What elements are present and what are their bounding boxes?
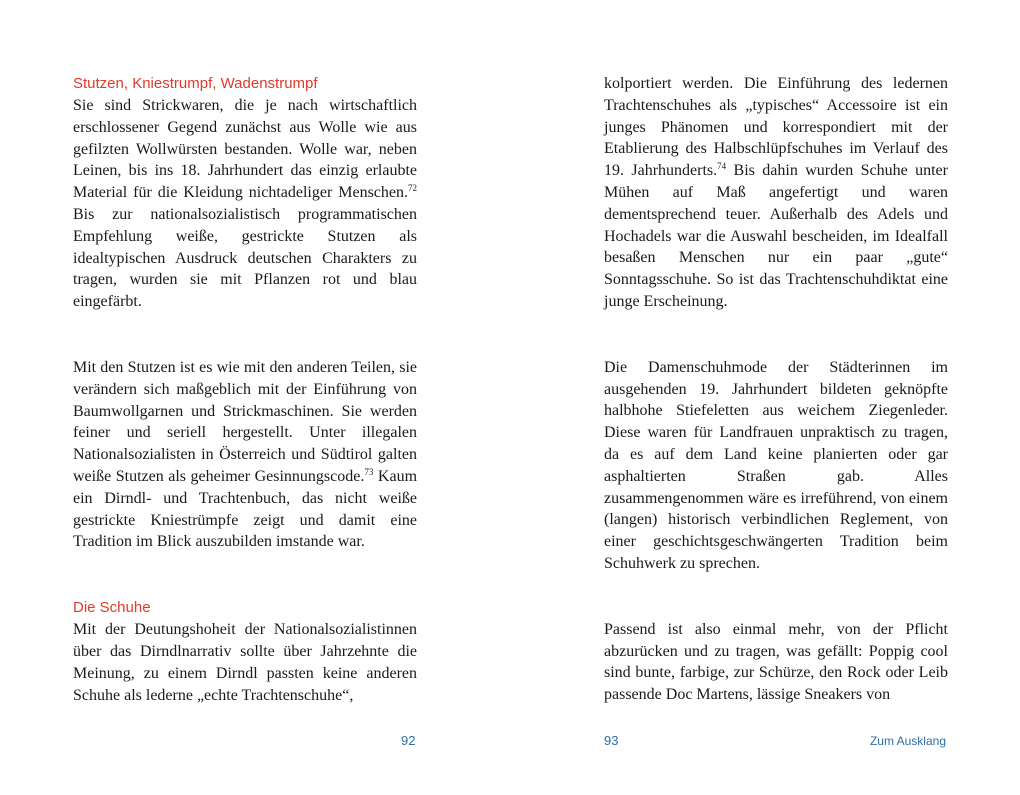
paragraph: Passend ist also einmal mehr, von der Pflicht abzurücken und zu tragen, was gefällt: Poppig cool sind bunte, farbige, zur Schürze, den Rock oder Leib passende Doc Martens, lässige Sneakers von xyxy=(604,620,948,704)
right-page xyxy=(510,0,1020,795)
paragraph-text: Kaum ein Dirndl- und Trachtenbuch, das nicht weiße gestrickte Kniestrümpfe zeigt und damit eine Tradition im Blick auszubilden imstande war. xyxy=(73,467,418,551)
section-heading-schuhe: Die Schuhe xyxy=(73,599,151,617)
paragraph-text: Bis dahin wurden Schuhe unter Mühen auf Maß angefertigt und waren dementsprechend teuer. Außerhalb des Adels und Hochadels war die Auswahl bescheiden, im Idealfall besaßen Menschen nur ein paar „gute“ Sonntagsschuhe. So ist das Trachtenschuhdiktat eine junge Erscheinung. xyxy=(604,162,948,310)
page-number: 93 xyxy=(604,733,619,748)
section-heading-stutzen: Stutzen, Kniestrumpf, Wadenstrumpf xyxy=(73,75,318,92)
paragraph xyxy=(73,95,417,313)
footnote-marker: 73 xyxy=(364,466,374,477)
paragraph: Mit der Deutungshoheit der Nationalsozialistinnen über das Dirndlnarrativ sollte über Jahrzehnte die Meinung, zu einem Dirndl passten keine anderen Schuhe als lederne „echte Trachtenschuhe“, xyxy=(73,621,417,704)
running-footer: Zum Ausklang xyxy=(869,734,946,748)
page-number: 92 xyxy=(401,733,416,748)
paragraph-text: Mit den Stutzen ist es wie mit den anderen Teilen, sie verändern sich maßgeblich mit der Einführung von Baumwollgarnen und Strickmaschinen. Sie werden feiner und seriell hergestellt. Unter illegalen Nationalsozialisten in Österreich und Südtirol galten weiße Stutzen als geheimer Gesinnungscode. xyxy=(73,358,417,485)
paragraph-text: Sie sind Strickwaren, die je nach wirtschaftlich erschlossener Gegend zunächst aus Wolle wie aus gefilzten Wollwürsten bestanden. Wolle war, neben Leinen, bis ins 18. Jahrhundert das einzig erlaubte Material für die Kleidung nichtadeliger Menschen. xyxy=(73,97,417,202)
footnote-marker: 74 xyxy=(717,161,727,172)
paragraph xyxy=(604,73,948,313)
right-text-column xyxy=(604,73,948,706)
paragraph: Die Damenschuhmode der Städterinnen im ausgehenden 19. Jahrhundert bildeten geknöpfte halbhohe Stiefeletten aus weichem Ziegenleder. Diese waren für Landfrauen unpraktisch zu tragen, da es auf dem Land keine planierten oder gar asphaltierten Straßen gab. Alles zusammengenommen wäre es irreführend, von einem (langen) historisch verbindlichen Reglement, von einer geschichtsgeschwängerten Tradition beim Schuhwerk zu sprechen. xyxy=(604,358,948,572)
left-text-column xyxy=(73,73,417,706)
footnote-marker: 72 xyxy=(408,183,417,194)
paragraph-text: kolportiert werden. Die Einführung des ledernen Trachtenschuhes als „typisches“ Accessoire ist ein junges Phänomen und korrespondiert mit der Etablierung des Halbschlüpfschuhes im Verlauf des 19. Jahrhunderts. xyxy=(604,75,948,180)
paragraph xyxy=(73,357,417,553)
paragraph-text: Bis zur nationalsozialistisch programmatischen Empfehlung weiße, gestrickte Stutzen als idealtypischen Ausdruck deutschen Charakters zu tragen, wurden sie mit Pflanzen rot und blau eingefärbt. xyxy=(73,205,417,311)
